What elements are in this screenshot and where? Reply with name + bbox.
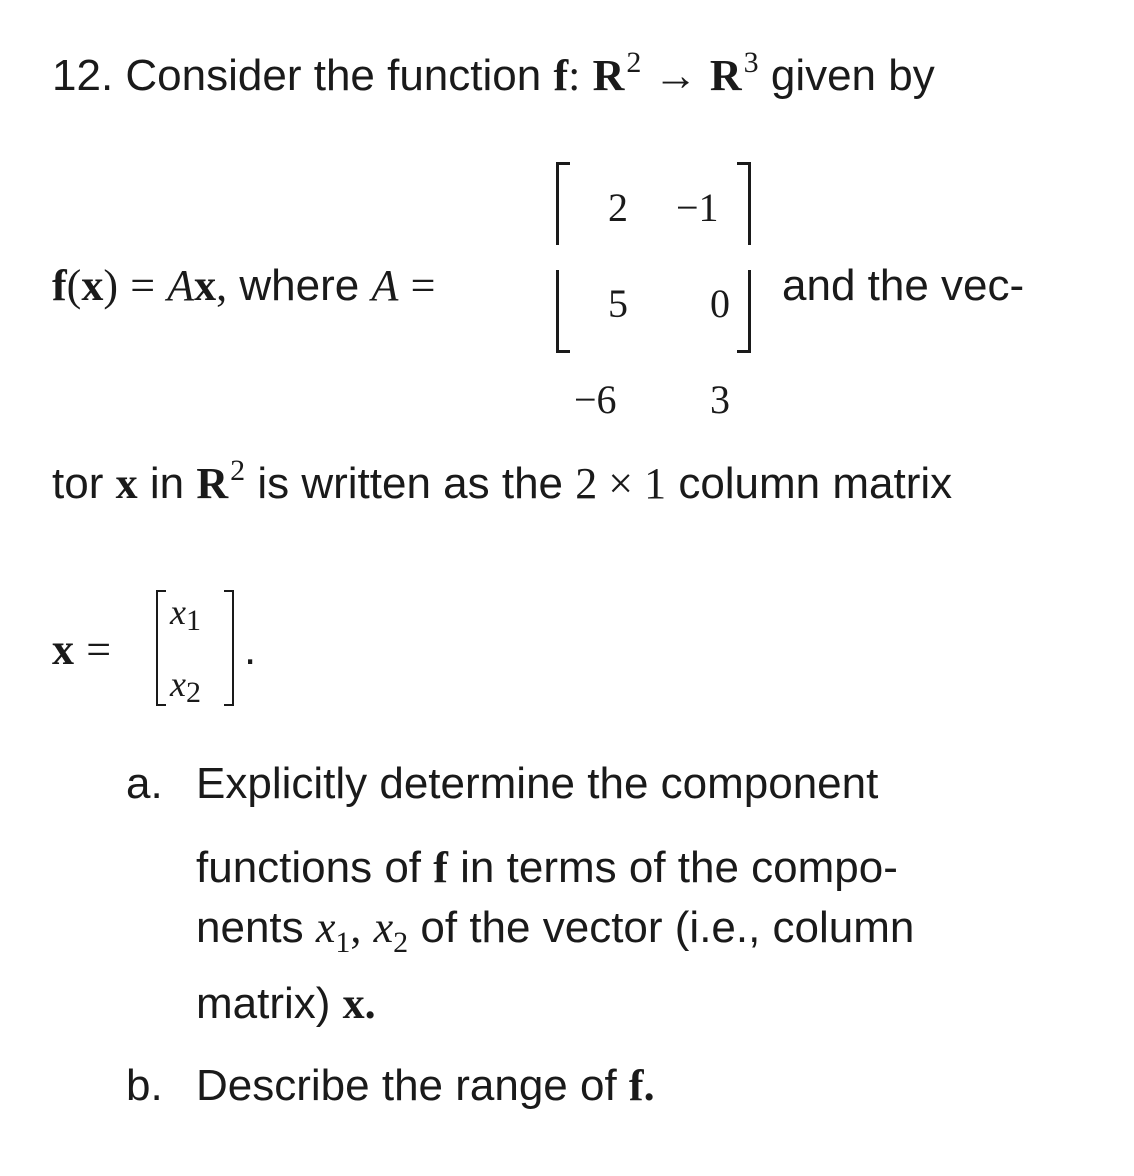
matrix-left-bracket bbox=[556, 162, 570, 245]
equals-sign: = bbox=[86, 625, 112, 674]
matrix-entry: −1 bbox=[676, 185, 719, 230]
arrow-symbol: → bbox=[653, 51, 698, 100]
vector-symbol: x bbox=[52, 625, 74, 674]
matrix-symbol: A bbox=[371, 261, 399, 310]
close-paren: ) bbox=[103, 261, 118, 310]
matrix-right-bracket bbox=[737, 162, 751, 245]
component-var: x bbox=[315, 903, 336, 952]
vector-symbol: x bbox=[194, 261, 217, 310]
part-a-line-2: functions of f in terms of the compo- bbox=[196, 843, 898, 892]
problem-number: 12. bbox=[52, 51, 114, 100]
tor-text: tor bbox=[52, 459, 104, 508]
real-space-exponent: 2 bbox=[230, 454, 246, 487]
part-b-label: b. bbox=[126, 1061, 163, 1110]
comma: , bbox=[216, 261, 228, 310]
matrix-entry: 5 bbox=[608, 281, 628, 326]
function-symbol: f bbox=[433, 843, 448, 892]
matrix-entry: −6 bbox=[574, 377, 617, 422]
component-subscript: 2 bbox=[393, 926, 409, 959]
vector-symbol: x bbox=[342, 979, 365, 1028]
function-symbol: f bbox=[52, 261, 67, 310]
domain-set: R bbox=[592, 51, 625, 100]
part-a-line-4: matrix) x. bbox=[196, 979, 376, 1028]
dimensions: 2 × 1 bbox=[575, 459, 667, 508]
vector-symbol: x bbox=[115, 459, 138, 508]
codomain-set: R bbox=[709, 51, 742, 100]
vector-definition bbox=[52, 625, 112, 674]
real-space-symbol: R bbox=[196, 459, 229, 508]
matrix-entry: 0 bbox=[710, 281, 730, 326]
matrix-entry: 2 bbox=[608, 185, 628, 230]
matrix-right-bracket-lower bbox=[737, 270, 751, 353]
vector-left-bracket bbox=[156, 590, 166, 706]
matrix-symbol: A bbox=[167, 261, 195, 310]
where-text: where bbox=[239, 261, 360, 310]
part-a-line-3: nents $x_1$, $x_2$ of the vector (i.e., column bbox=[196, 903, 915, 959]
column-matrix-text: column matrix bbox=[678, 459, 953, 508]
in-text: in bbox=[149, 459, 185, 508]
matrix-left-bracket-lower bbox=[556, 270, 570, 353]
part-a-label: a. bbox=[126, 759, 163, 808]
component-var: x bbox=[373, 903, 394, 952]
intro-text: Consider the function bbox=[125, 51, 542, 100]
open-paren: ( bbox=[66, 261, 82, 310]
definition-line bbox=[52, 261, 436, 310]
part-b-line-1: Describe the range of f. bbox=[196, 1061, 655, 1110]
colon: : bbox=[568, 51, 581, 100]
problem-statement-line bbox=[52, 46, 935, 100]
vector-symbol: x bbox=[81, 261, 104, 310]
vector-right-bracket bbox=[224, 590, 234, 706]
equals-sign: = bbox=[130, 261, 156, 310]
codomain-exponent: 3 bbox=[743, 46, 759, 79]
component-subscript: 1 bbox=[335, 926, 351, 959]
given-by-text: given by bbox=[770, 51, 935, 100]
period: . bbox=[244, 625, 257, 674]
part-a-line-1: Explicitly determine the component bbox=[196, 759, 879, 808]
matrix-entry: 3 bbox=[710, 377, 730, 422]
function-symbol: f bbox=[553, 51, 569, 100]
domain-exponent: 2 bbox=[626, 46, 642, 79]
vector-entry: x2 bbox=[170, 664, 201, 709]
written-text: is written as the bbox=[257, 459, 564, 508]
function-symbol: f bbox=[628, 1061, 644, 1110]
and-the-vec-text: and the vec- bbox=[782, 261, 1025, 310]
continuation-line bbox=[52, 454, 953, 508]
equals-sign: = bbox=[410, 261, 436, 310]
vector-entry: x1 bbox=[170, 592, 201, 637]
